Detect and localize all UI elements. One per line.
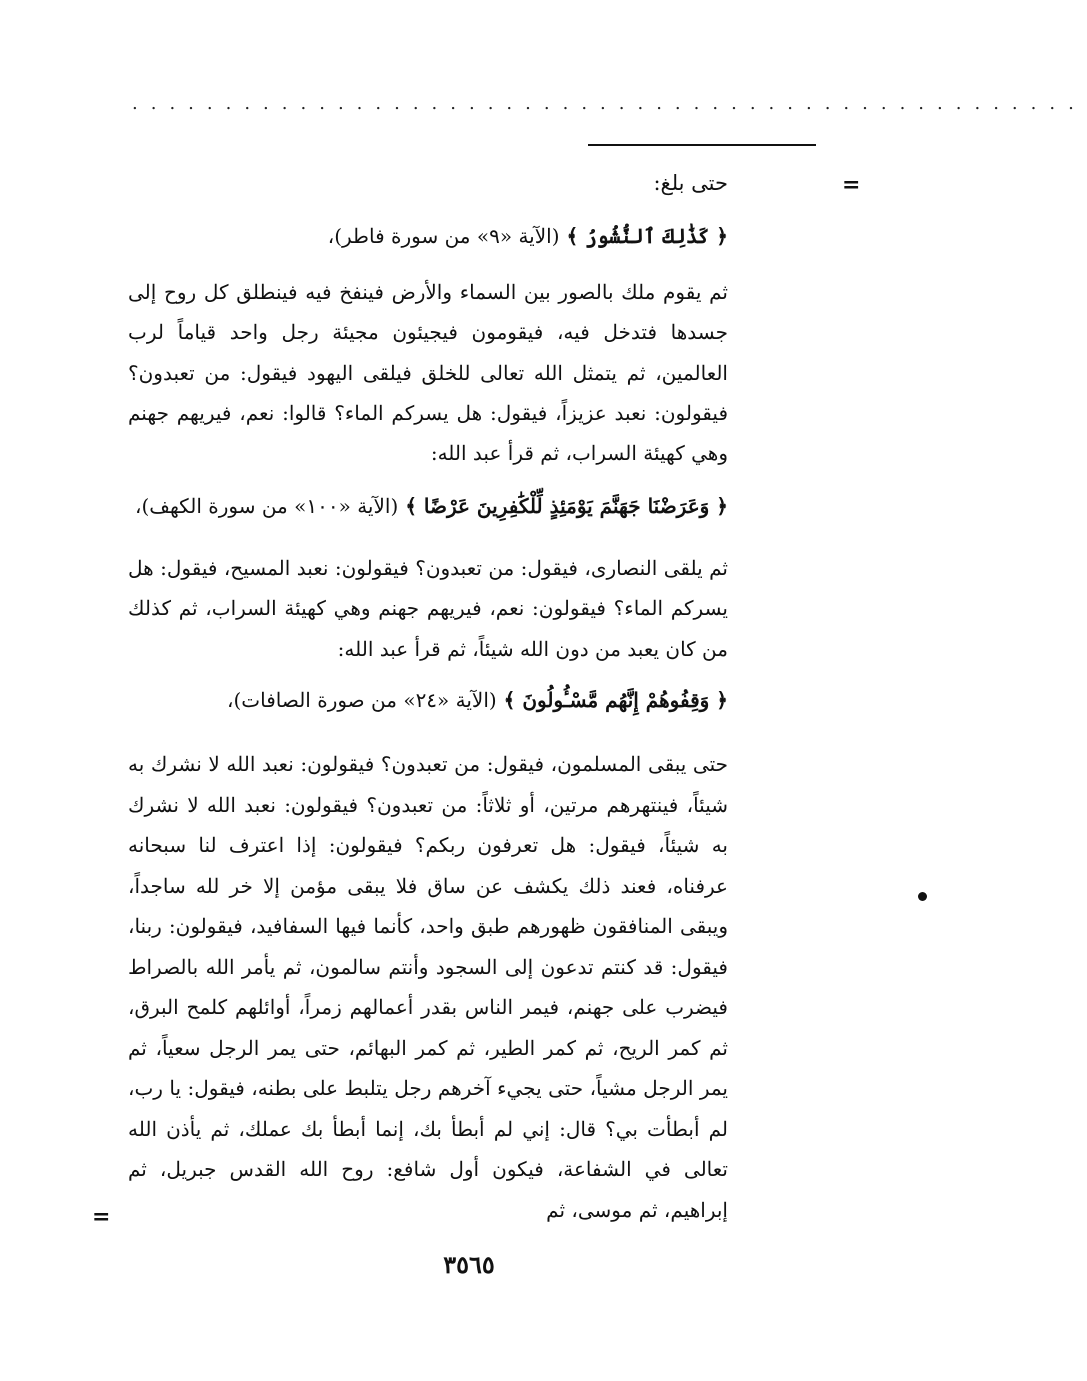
paragraph-3: حتى يبقى المسلمون، فيقول: من تعبدون؟ فيقولون: نعبد الله لا نشرك به شيئاً، فينتهرهم مرتين، أو ثلاثاً: من تعبدون؟ فيقولون: نعبد الله لا نشرك به شيئاً، فيقول: هل تعرفون ربكم؟ فيقولون: إذا اعترف لنا سبحانه عرفناه، فعند ذلك يكشف عن ساق فلا يبقى مؤمن إلا خر لله ساجداً، ويبقى المنافقون ظهورهم طبق واحد، كأنما فيها السفافيد، فيقولون: ربنا، فيقول: قد كنتم تدعون إلى السجود وأنتم سالمون، ثم يأمر الله بالصراط فيضرب على جهنم، فيمر الناس بقدر أعمالهم زمراً، أوائلهم كلمح البرق، ثم كمر الريح، ثم كمر الطير، ثم كمر البهائم، حتى يمر الرجل سعياً، ثم يمر الرجل مشياً، حتى يجيء آخرهم رجل يتلبط على بطنه، فيقول: يا رب، لم أبطأت بي؟ قال: إني لم أبطأ بك، إنما أبطأ بك عملك، ثم يأذن الله تعالى في الشفاعة، فيكون أول شافع: روح الله القدس جبريل، ثم إبراهيم، ثم موسى، ثم — [128, 752, 728, 1222]
margin-mark-bottom: = — [92, 1204, 111, 1230]
quran-verse-3 — [128, 683, 728, 717]
paragraph-2: ثم يلقى النصارى، فيقول: من تعبدون؟ فيقولون: نعبد المسيح، فيقول: هل يسركم الماء؟ فيقولون: نعم، فيريهم جهنم وهي كهيئة السراب، ثم كذلك من كان يعبد من دون الله شيئاً، ثم قرأ عبد الله: — [128, 556, 728, 661]
verse-text: ﴿ وَعَرَضْنَا جَهَنَّمَ يَوْمَئِذٍ لِّلْكَٰفِرِينَ عَرْضًا ﴾ — [405, 494, 728, 518]
margin-dot — [918, 892, 927, 901]
quran-verse-1 — [128, 219, 728, 253]
verse-text: ﴿ وَقِفُوهُمْ إِنَّهُم مَّسْـُٔولُونَ ﴾ — [503, 688, 728, 712]
verse-reference: (الآية «٢٤» من صورة الصافات)، — [227, 688, 497, 712]
margin-mark-top: = — [842, 172, 861, 198]
verse-text: ﴿ كَذَٰلِكَ ٱلنُّشُورُ ﴾ — [566, 224, 728, 248]
section-heading: حتى بلغ: — [653, 171, 728, 195]
verse-reference: (الآية «٩» من سورة فاطر)، — [327, 224, 560, 248]
quran-verse-2 — [128, 489, 728, 523]
page-number: ٣٥٦٥ — [443, 1250, 495, 1279]
paragraph-1: ثم يقوم ملك بالصور بين السماء والأرض فينفخ فيه فينطلق كل روح إلى جسدها فتدخل فيه، فيقومون فيجيئون مجيئة رجل واحد قياماً لرب العالمين، ثم يتمثل الله تعالى للخلق فيلقى اليهود فيقول: من تعبدون؟ فيقولون: نعبد عزيزاً، فيقول: هل يسركم الماء؟ قالوا: نعم، فيريهم جهنم وهي كهيئة السراب، ثم قرأ عبد الله: — [128, 280, 728, 466]
verse-reference: (الآية «١٠٠» من سورة الكهف)، — [135, 494, 399, 518]
horizontal-rule — [588, 144, 816, 146]
dotted-separator: ................................................... — [132, 93, 1087, 114]
